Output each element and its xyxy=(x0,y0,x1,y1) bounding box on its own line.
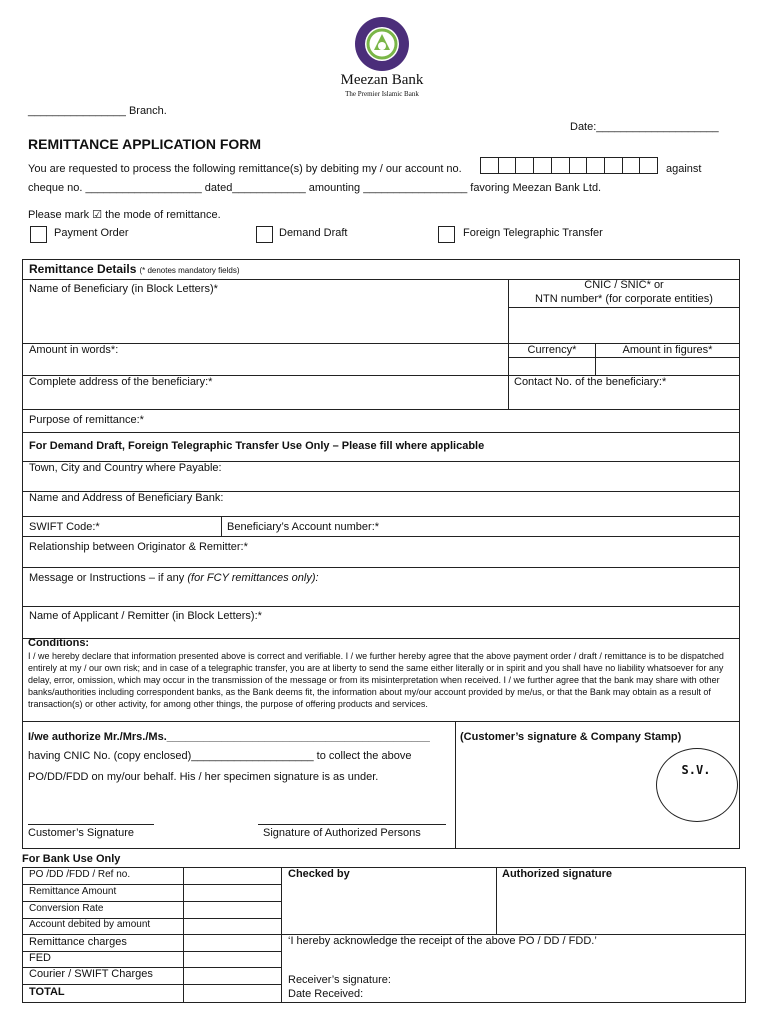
ftt-label: Foreign Telegraphic Transfer xyxy=(463,227,603,239)
amount-words-field[interactable]: Amount in words*: xyxy=(29,344,119,356)
bank-row-ref: PO /DD /FDD / Ref no. xyxy=(29,869,131,880)
cnic-label-2[interactable]: NTN number* (for corporate entities) xyxy=(535,293,713,305)
details-heading-note: (* denotes mandatory fields) xyxy=(139,266,240,275)
authorized-signature-line[interactable] xyxy=(258,824,446,825)
bank-row-amount: Remittance Amount xyxy=(29,886,117,897)
bank-tagline: The Premier Islamic Bank xyxy=(345,90,419,98)
ftt-checkbox[interactable] xyxy=(438,226,455,243)
request-line-1: You are requested to process the following remittance(s) by debiting my / our account no. xyxy=(28,163,462,175)
specimen-verification-stamp xyxy=(656,748,738,822)
receiver-signature[interactable]: Receiver’s signature: xyxy=(288,974,391,986)
cnic-collect-line[interactable]: having CNIC No. (copy enclosed)____________________ to collect the above xyxy=(28,750,412,762)
authorized-signature-label: Signature of Authorized Persons xyxy=(263,827,421,839)
message-label: Message or Instructions – if any xyxy=(29,572,185,584)
authorize-line[interactable]: I/we authorize Mr./Mrs./Ms.___________________________________________ xyxy=(28,731,430,743)
authorized-signature-box-label: Authorized signature xyxy=(502,868,613,880)
bank-row-rate: Conversion Rate xyxy=(29,903,104,914)
request-line-2: cheque no. ___________________ dated____________ amounting _________________ favoring Meezan Bank Ltd. xyxy=(28,182,602,194)
customer-signature-label: Customer’s Signature xyxy=(28,827,134,839)
beneficiary-name-field[interactable]: Name of Beneficiary (in Block Letters)* xyxy=(29,283,218,295)
bank-logo-icon xyxy=(352,14,412,74)
bank-logo xyxy=(352,14,412,74)
mode-prompt: Please mark ☑ the mode of remittance. xyxy=(28,209,221,221)
bank-row-courier: Courier / SWIFT Charges xyxy=(29,968,153,980)
form-title: REMITTANCE APPLICATION FORM xyxy=(28,136,262,152)
details-heading: Remittance Details xyxy=(29,262,137,276)
account-number-field[interactable]: Beneficiary’s Account number:* xyxy=(227,521,380,533)
purpose-field[interactable]: Purpose of remittance:* xyxy=(29,414,144,426)
contact-field[interactable]: Contact No. of the beneficiary:* xyxy=(514,376,667,388)
date-received[interactable]: Date Received: xyxy=(288,988,364,1000)
customer-signature-line[interactable] xyxy=(28,824,154,825)
conditions-heading: Conditions: xyxy=(28,637,90,649)
sv-label: S.V. xyxy=(681,763,711,777)
stamp-heading: (Customer’s signature & Company Stamp) xyxy=(460,731,682,743)
demand-draft-checkbox[interactable] xyxy=(256,226,273,243)
beneficiary-bank-field[interactable]: Name and Address of Beneficiary Bank: xyxy=(29,492,224,504)
demand-draft-label: Demand Draft xyxy=(279,227,348,239)
swift-field[interactable]: SWIFT Code:* xyxy=(29,521,100,533)
bank-row-debited: Account debited by amount xyxy=(29,919,151,930)
cnic-label-1: CNIC / SNIC* or xyxy=(584,279,664,291)
dd-ftt-heading: For Demand Draft, Foreign Telegraphic Transfer Use Only – Please fill where applicable xyxy=(29,440,485,452)
conditions-text: I / we hereby declare that information presented above is correct and verifiable. I / we further hereby agree that the above payment order / draft / remittance is to be dispatched entirely at my / our own risk; and in case of a telegraphic transfer, you are at liberty to send the same either literally or in spirit and you shall have no liability whatsoever for any delay, error, omission, which may occur in the transmission of the message or from its misinterpretation when received. I / we further agree that the bank may share with other banks/authorities including correspondent banks, as the Bank deems fit, the information about my/our account provided by me/us, or that the Bank may obtain as a result of transaction(s) or other activity, for among other things, the purpose of offering products and services. xyxy=(28,651,724,709)
bank-name: Meezan Bank xyxy=(340,72,424,88)
address-field[interactable]: Complete address of the beneficiary:* xyxy=(29,376,213,388)
amount-figures-field[interactable]: Amount in figures* xyxy=(622,344,713,356)
bank-row-fed: FED xyxy=(29,952,51,964)
request-against: against xyxy=(666,163,702,175)
relationship-field[interactable]: Relationship between Originator & Remitter:* xyxy=(29,541,248,553)
bank-row-total: TOTAL xyxy=(29,986,65,998)
payment-order-checkbox[interactable] xyxy=(30,226,47,243)
currency-field[interactable]: Currency* xyxy=(527,344,577,356)
specimen-line: PO/DD/FDD on my/our behalf. His / her specimen signature is as under. xyxy=(28,771,379,783)
branch-line[interactable]: ________________ Branch. xyxy=(28,105,167,117)
checked-by-label: Checked by xyxy=(288,868,350,880)
message-note: (for FCY remittances only): xyxy=(187,572,319,584)
town-field[interactable]: Town, City and Country where Payable: xyxy=(29,462,222,474)
date-line[interactable]: Date:____________________ xyxy=(570,121,719,133)
bank-use-heading: For Bank Use Only xyxy=(22,853,121,865)
bank-row-charges: Remittance charges xyxy=(29,936,127,948)
applicant-name-field[interactable]: Name of Applicant / Remitter (in Block Letters):* xyxy=(29,610,262,622)
payment-order-label: Payment Order xyxy=(54,227,129,239)
message-field[interactable] xyxy=(29,572,319,584)
acknowledge-text: ‘I hereby acknowledge the receipt of the above PO / DD / FDD.’ xyxy=(288,935,597,947)
account-number-boxes[interactable] xyxy=(480,157,658,173)
